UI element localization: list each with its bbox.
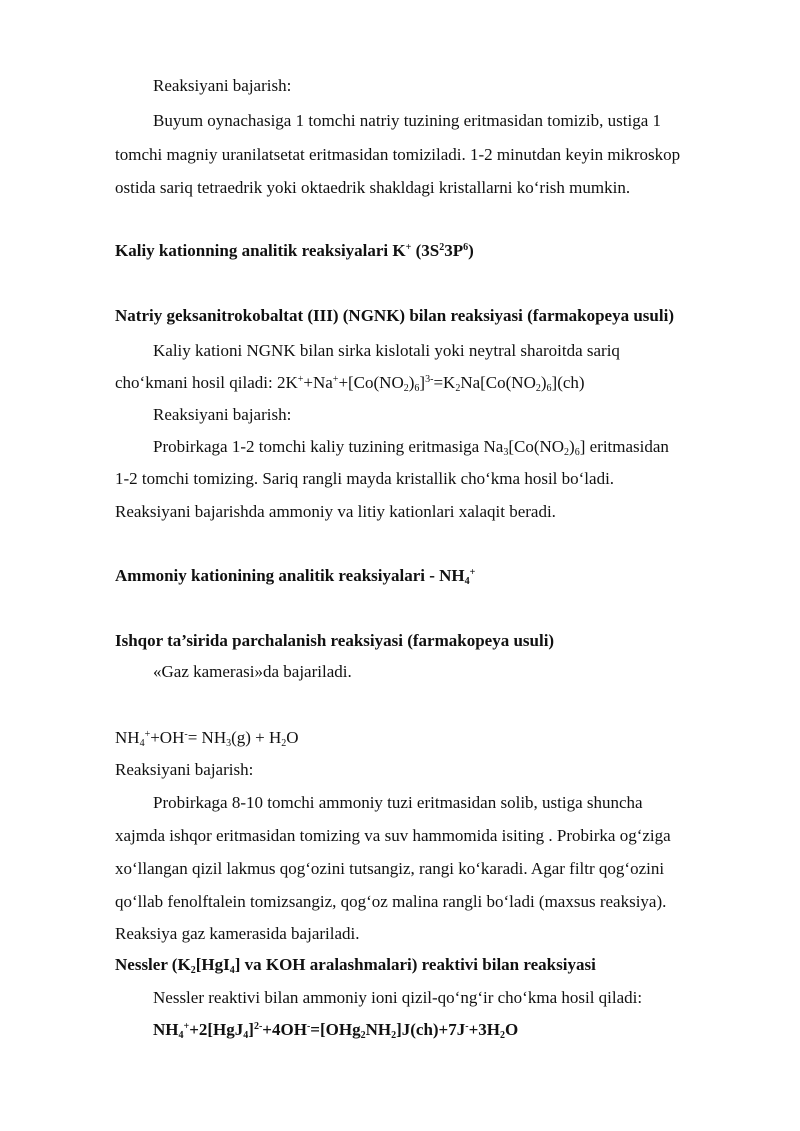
reaction-formula: $NH_4^++2[HgJ_4]^{2-}+4OH^-=[OHg_2NH_2]J(ch)+7J^-+3H_2O$: [153, 1020, 519, 1041]
paragraph-line: 1-2 tomchi tomizing. Sariq rangli mayda kristallik cho‘kma hosil bo‘ladi.: [115, 469, 615, 488]
paragraph-line: Nessler reaktivi bilan ammoniy ioni qizil-qo‘ng‘ir cho‘kma hosil qiladi:: [153, 988, 643, 1007]
paragraph-line: Kaliy kationi NGNK bilan sirka kislotali yoki neytral sharoitda sariq: [153, 341, 620, 360]
paragraph-line: Probirkaga 1-2 tomchi kaliy tuzining eritmasiga $Na_3[Co(NO_2)_6]$ eritmasidan: [153, 437, 669, 458]
paragraph-line: Buyum oynachasiga 1 tomchi natriy tuzining eritmasidan tomizib, ustiga 1: [153, 111, 662, 130]
paragraph-line: «Gaz kamerasi»da bajariladi.: [153, 662, 352, 681]
paragraph-line: Reaksiya gaz kamerasida bajariladi.: [115, 924, 360, 943]
paragraph-line: ostida sariq tetraedrik yoki oktaedrik shakldagi kristallarni ko‘rish mumkin.: [115, 178, 631, 197]
section-heading-kaliy: Kaliy kationning analitik reaksiyalari K+ $(3S^23P^6)$: [115, 241, 474, 260]
reaction-equation: $NH_4^++OH^-= NH_3(g) + H_2O$: [115, 728, 299, 749]
paragraph-line: tomchi magniy uranilatsetat eritmasidan tomiziladi. 1-2 minutdan keyin mikroskop: [115, 145, 681, 164]
subsection-title-nessler: Nessler ($K_2[HgI_4]$ va KOH aralashmalari) reaktivi bilan reaksiyasi: [115, 955, 596, 976]
paragraph-line: Probirkaga 8-10 tomchi ammoniy tuzi eritmasidan solib, ustiga shuncha: [153, 793, 643, 812]
procedure-heading: Reaksiyani bajarish:: [115, 760, 254, 779]
subsection-title-ishqor: Ishqor ta’sirida parchalanish reaksiyasi (farmakopeya usuli): [115, 631, 555, 650]
reaction-formula: cho‘kmani hosil qiladi: $2K^++Na^++[Co(NO_2)_6]^{3-}=K_2Na[Co(NO_2)_6](ch)$: [115, 373, 585, 394]
paragraph-line: xo‘llangan qizil lakmus qog‘ozini tutsangiz, rangi ko‘karadi. Agar filtr qog‘ozini: [115, 859, 665, 878]
paragraph-line: qo‘llab fenolftalein tomizsangiz, qog‘oz malina rangli bo‘ladi (maxsus reaksiya).: [115, 892, 667, 911]
section-heading-ammoniy: Ammoniy kationining analitik reaksiyalari - $NH_4^+$: [115, 566, 476, 587]
subsection-title-ngnk: Natriy geksanitrokobaltat (III) (NGNK) bilan reaksiyasi (farmakopeya usuli): [115, 306, 674, 325]
procedure-heading: Reaksiyani bajarish:: [153, 76, 292, 95]
procedure-heading: Reaksiyani bajarish:: [153, 405, 292, 424]
paragraph-line: xajmda ishqor eritmasidan tomizing va suv hammomida isiting . Probirka og‘ziga: [115, 826, 671, 845]
paragraph-line: Reaksiyani bajarishda ammoniy va litiy kationlari xalaqit beradi.: [115, 502, 556, 521]
